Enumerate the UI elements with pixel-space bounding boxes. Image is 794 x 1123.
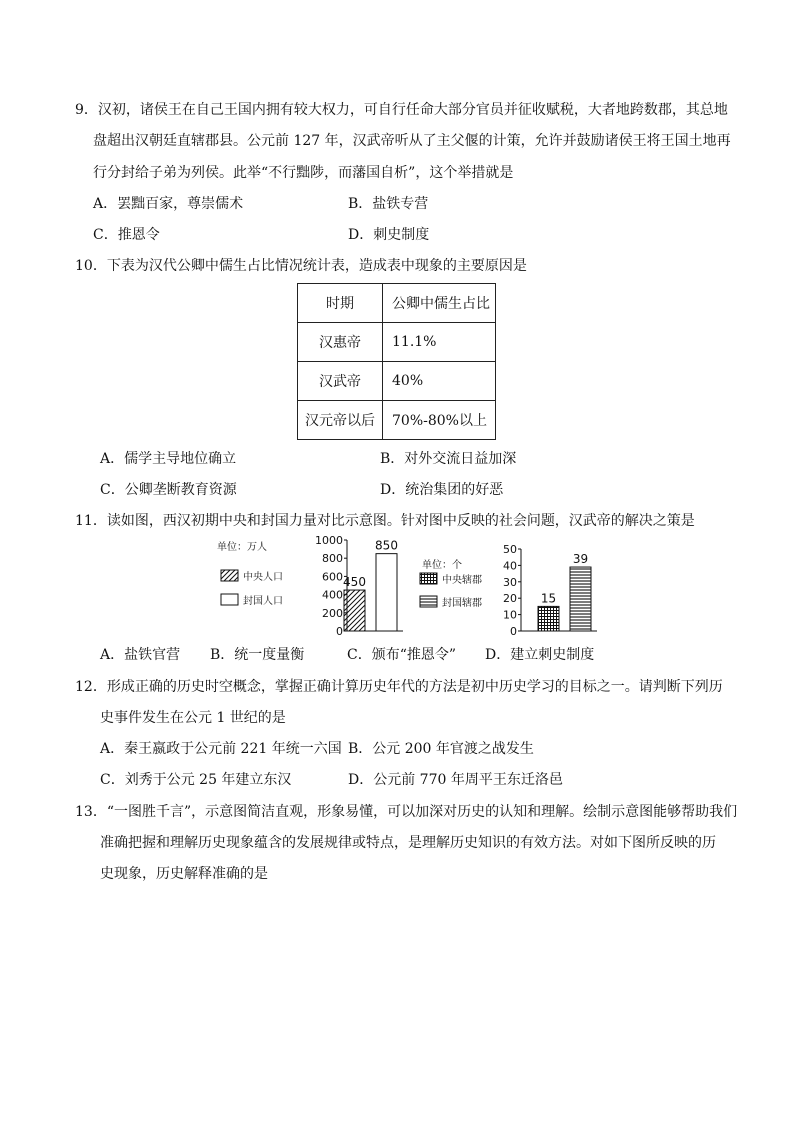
y-tick-label: 30: [503, 575, 517, 589]
bar-data-label: 15: [540, 591, 557, 606]
table-header-row: [298, 284, 496, 323]
chart-unit-label: 单位：个: [422, 560, 462, 571]
q9-stem-line-2: 盘超出汉朝廷直辖郡县。公元前 127 年，汉武帝听从了主父偃的计策，允许并鼓励诸侯王将王国土地再: [93, 133, 731, 149]
q10-option-b: B．对外交流日益加深: [380, 451, 517, 467]
q9-option-c: C．推恩令: [93, 227, 160, 243]
q12-stem-line-1: 12．形成正确的历史时空概念，掌握正确计算历史年代的方法是初中历史学习的目标之一。请判断下列历: [75, 679, 723, 695]
bar-data-label: 450: [343, 575, 366, 590]
table-cell-ratio: 11.1%: [383, 323, 496, 362]
q9-option-b: B．盐铁专营: [348, 196, 429, 212]
q13-stem-line-1: 13．“一图胜千言”，示意图简洁直观，形象易懂，可以加深对历史的认知和理解。绘制示意图能够帮助我们: [75, 804, 738, 820]
y-tick-label: 40: [503, 559, 517, 573]
q11-option-d: D．建立刺史制度: [485, 647, 595, 663]
table-cell-ratio: 70%-80%以上: [383, 401, 496, 440]
y-tick-label: 400: [322, 588, 343, 602]
q12-stem-line-2: 史事件发生在公元 1 世纪的是: [100, 710, 286, 726]
q13-stem-line-2: 准确把握和理解历史现象蕴含的发展规律或特点，是理解历史知识的有效方法。对如下图所反映的历: [100, 835, 716, 851]
q11-option-b: B．统一度量衡: [210, 647, 305, 663]
y-tick-label: 20: [503, 592, 517, 606]
table-cell-period: 汉元帝以后: [298, 401, 383, 440]
table-cell-period: 汉武帝: [298, 362, 383, 401]
q9-stem-line-3: 行分封给子弟为列侯。此举“不行黜陟，而藩国自析”，这个举措就是: [93, 165, 514, 181]
q11-option-c: C．颁布“推恩令”: [347, 647, 457, 663]
q11-bar-charts: [205, 535, 605, 640]
q9-stem-line-1: 9．汉初，诸侯王在自己王国内拥有较大权力，可自行任命大部分官员并征收赋税，大者地跨数郡，其总地: [75, 102, 728, 118]
q9-option-a: A．罢黜百家，尊崇儒术: [93, 196, 244, 212]
q10-option-d: D．统治集团的好恶: [380, 482, 504, 498]
q13-stem-line-3: 史现象，历史解释准确的是: [100, 866, 268, 882]
bar: [376, 554, 397, 631]
bar: [570, 567, 591, 631]
legend-swatch: [420, 573, 437, 584]
bar: [344, 590, 365, 631]
legend-swatch: [221, 594, 238, 605]
y-tick-label: 0: [336, 625, 343, 638]
q11-stem: 11．读如图，西汉初期中央和封国力量对比示意图。针对图中反映的社会问题，汉武帝的解决之策是: [75, 513, 695, 529]
chart-unit-label: 单位：万人: [217, 542, 267, 553]
table-header-ratio: 公卿中儒生占比: [383, 284, 496, 323]
y-tick-label: 200: [322, 606, 343, 620]
table-cell-ratio: 40%: [383, 362, 496, 401]
y-tick-label: 1000: [315, 535, 343, 547]
q10-option-a: A．儒学主导地位确立: [100, 451, 237, 467]
bar-data-label: 39: [572, 552, 589, 567]
table-cell-period: 汉惠帝: [298, 323, 383, 362]
q11-option-a: A．盐铁官营: [100, 647, 181, 663]
q12-option-d: D．公元前 770 年周平王东迁洛邑: [348, 772, 563, 788]
legend-swatch: [221, 570, 238, 581]
q10-stem: 10．下表为汉代公卿中儒生占比情况统计表，造成表中现象的主要原因是: [75, 258, 527, 274]
y-tick-label: 50: [503, 543, 517, 556]
bar: [538, 606, 559, 631]
bar-data-label: 850: [375, 538, 398, 553]
q10-option-c: C．公卿垄断教育资源: [100, 482, 237, 498]
legend-label: 中央辖郡: [442, 575, 482, 586]
q12-option-b: B．公元 200 年官渡之战发生: [348, 741, 534, 757]
legend-label: 中央人口: [243, 572, 283, 583]
table-row: [298, 362, 496, 401]
y-tick-label: 0: [510, 625, 517, 638]
y-tick-label: 10: [503, 608, 517, 622]
table-row: [298, 323, 496, 362]
table-header-period: 时期: [298, 284, 383, 323]
legend-label: 封国辖郡: [442, 598, 482, 609]
q10-stat-table: [297, 283, 496, 440]
q12-option-a: A．秦王嬴政于公元前 221 年统一六国: [100, 741, 342, 757]
table-row: [298, 401, 496, 440]
y-tick-label: 600: [322, 570, 343, 584]
y-tick-label: 800: [322, 552, 343, 566]
q9-option-d: D．刺史制度: [348, 227, 430, 243]
q12-option-c: C．刘秀于公元 25 年建立东汉: [100, 772, 292, 788]
legend-label: 封国人口: [243, 596, 283, 607]
legend-swatch: [420, 596, 437, 607]
